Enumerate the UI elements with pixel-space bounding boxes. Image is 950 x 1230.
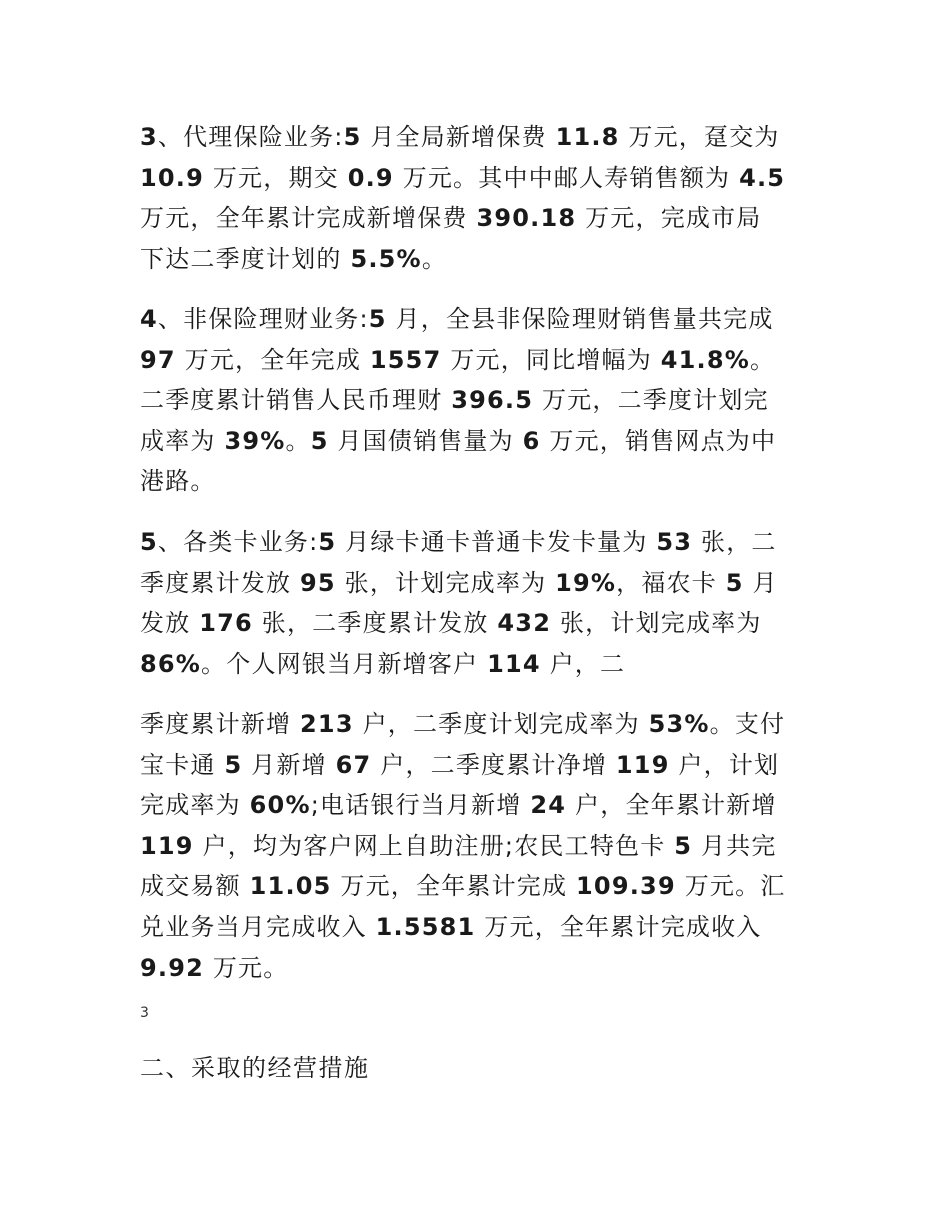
- text-run: 月共完: [692, 831, 777, 860]
- text-run-bold: 5: [318, 528, 337, 556]
- text-run: 、代理保险业务:: [157, 123, 344, 151]
- text-run: 完成率为: [140, 791, 250, 820]
- text-run: 港路。: [140, 467, 216, 496]
- text-run: 、各类卡业务:: [157, 528, 319, 556]
- text-run-bold: 60%: [249, 791, 311, 820]
- text-line: [140, 522, 820, 563]
- text-line: [140, 380, 820, 421]
- text-run-bold: 39%: [224, 426, 286, 455]
- text-run-bold: 19%: [555, 568, 617, 597]
- paragraph-card-business-continued: [140, 704, 820, 988]
- text-line: [140, 603, 820, 644]
- text-run: 万元。其中中邮人寿销售额为: [393, 163, 740, 192]
- text-run: ，福农卡: [616, 568, 726, 597]
- text-run-bold: 109.39: [576, 872, 676, 901]
- text-run-bold: 10.9: [140, 163, 205, 192]
- text-run: 兑业务当月完成收入: [140, 912, 376, 941]
- text-run-bold: 0.9: [347, 163, 394, 192]
- paragraph-non-insurance-wealth: [140, 299, 820, 502]
- text-run: 张，计划完成率为: [551, 609, 762, 638]
- text-run: 张，二季度累计发放: [252, 609, 498, 638]
- text-run: 下达二季度计划的: [140, 244, 351, 273]
- text-run: 张，二: [692, 528, 777, 556]
- text-run-bold: 114: [487, 649, 541, 678]
- text-run: ;电话银行当月新增: [310, 791, 531, 820]
- text-run-bold: 5: [310, 426, 329, 455]
- text-run: 发放: [140, 609, 200, 638]
- text-run: 、非保险理财业务:: [157, 305, 369, 333]
- text-run-bold: 97: [140, 345, 176, 374]
- text-run: 。: [421, 244, 448, 273]
- text-run: 万元，全年累计完成: [331, 872, 577, 901]
- text-run-bold: 1.5581: [375, 912, 476, 941]
- section-heading: 二、采取的经营措施: [140, 1054, 370, 1082]
- text-run-bold: 53%: [648, 710, 710, 738]
- paragraph-insurance-agency: [140, 117, 820, 279]
- text-line: [140, 745, 820, 786]
- text-run: 月绿卡通卡普通卡发卡量为: [336, 528, 657, 556]
- text-run: 成交易额: [140, 872, 250, 901]
- text-run-bold: 5: [368, 305, 387, 333]
- text-run-bold: 86%: [140, 649, 202, 678]
- text-run-bold: 11.8: [555, 123, 620, 151]
- text-line: [140, 198, 820, 239]
- text-run: 宝卡通: [140, 750, 225, 779]
- text-line: [140, 340, 820, 381]
- text-run-bold: 119: [140, 831, 194, 860]
- text-line: [140, 826, 820, 867]
- text-line: [140, 785, 820, 826]
- text-line: [140, 461, 820, 502]
- text-run-bold: 396.5: [451, 386, 534, 415]
- text-run: 二季度累计销售人民币理财: [140, 386, 452, 415]
- text-line: [140, 239, 820, 280]
- text-line: [140, 948, 820, 989]
- text-run: 。支付: [709, 710, 786, 738]
- text-run-bold: 67: [335, 750, 372, 779]
- text-run-bold: 11.05: [249, 872, 332, 901]
- text-run-bold: 213: [300, 710, 354, 738]
- text-run: 户，二: [540, 649, 626, 678]
- text-run-bold: 432: [497, 609, 552, 638]
- text-run-bold: 95: [300, 568, 336, 597]
- text-run: 。: [285, 426, 311, 455]
- text-run-bold: 3: [140, 123, 158, 151]
- text-line: [140, 117, 820, 158]
- text-run: 月国债销售量为: [328, 426, 523, 455]
- text-run-bold: 4: [140, 305, 158, 333]
- text-run-bold: 6: [522, 426, 541, 455]
- text-run: 季度累计新增: [140, 710, 301, 738]
- text-run: 万元，销售网点为中: [540, 426, 777, 455]
- text-run-bold: 9.92: [140, 953, 205, 982]
- text-run: 户，全年累计新增: [566, 791, 777, 820]
- text-run: 张，计划完成率为: [335, 568, 556, 597]
- text-line: [140, 866, 820, 907]
- text-run-bold: 5: [674, 831, 693, 860]
- text-line: [140, 421, 820, 462]
- text-run: 季度累计发放: [140, 568, 301, 597]
- text-run: 月，全县非保险理财销售量共完成: [386, 305, 774, 333]
- text-line: [140, 704, 820, 745]
- text-run: 万元。: [204, 953, 289, 982]
- text-line: [140, 299, 820, 340]
- text-run: 户，均为客户网上自助注册;农民工特色卡: [193, 831, 675, 860]
- text-line: [140, 907, 820, 948]
- text-run: 万元，期交: [204, 163, 348, 192]
- text-run: 月: [743, 568, 778, 597]
- text-line: [140, 644, 820, 685]
- text-run: 月全局新增保费: [361, 123, 556, 151]
- text-run-bold: 53: [656, 528, 693, 556]
- text-line: [140, 158, 820, 199]
- text-run-bold: 5: [140, 528, 158, 556]
- text-run: 户，二季度累计净增: [371, 750, 616, 779]
- text-run: 万元，全年累计完成新增保费: [140, 204, 477, 233]
- text-run: 月新增: [242, 750, 336, 779]
- text-run-bold: 1557: [369, 345, 442, 374]
- text-run-bold: 119: [615, 750, 670, 779]
- text-run-bold: 5: [725, 568, 744, 597]
- text-run-bold: 4.5: [739, 163, 786, 192]
- text-line: [140, 563, 820, 604]
- text-run: 户，二季度计划完成率为: [353, 710, 649, 738]
- text-run: 万元，二季度计划完: [533, 386, 769, 415]
- text-run-bold: 390.18: [476, 204, 577, 233]
- text-run: 万元，趸交为: [619, 123, 780, 151]
- paragraph-card-business: [140, 522, 820, 684]
- text-run: 。个人网银当月新增客户: [201, 649, 488, 678]
- text-run: 万元，同比增幅为: [441, 345, 661, 374]
- text-run-bold: 5: [224, 750, 243, 779]
- text-run-bold: 176: [199, 609, 253, 638]
- text-run-bold: 24: [530, 791, 567, 820]
- text-run: 。: [750, 345, 776, 374]
- text-run: 万元，全年累计完成收入: [475, 912, 762, 941]
- text-run-bold: 5.5%: [350, 244, 422, 273]
- page-number: 3: [140, 1005, 149, 1021]
- text-run: 户，计划: [669, 750, 780, 779]
- text-run: 万元，完成市局: [576, 204, 762, 233]
- text-run: 万元。汇: [675, 872, 786, 901]
- text-run: 成率为: [140, 426, 225, 455]
- text-run: 万元，全年完成: [175, 345, 370, 374]
- text-run-bold: 5: [343, 123, 362, 151]
- text-run-bold: 41.8%: [660, 345, 751, 374]
